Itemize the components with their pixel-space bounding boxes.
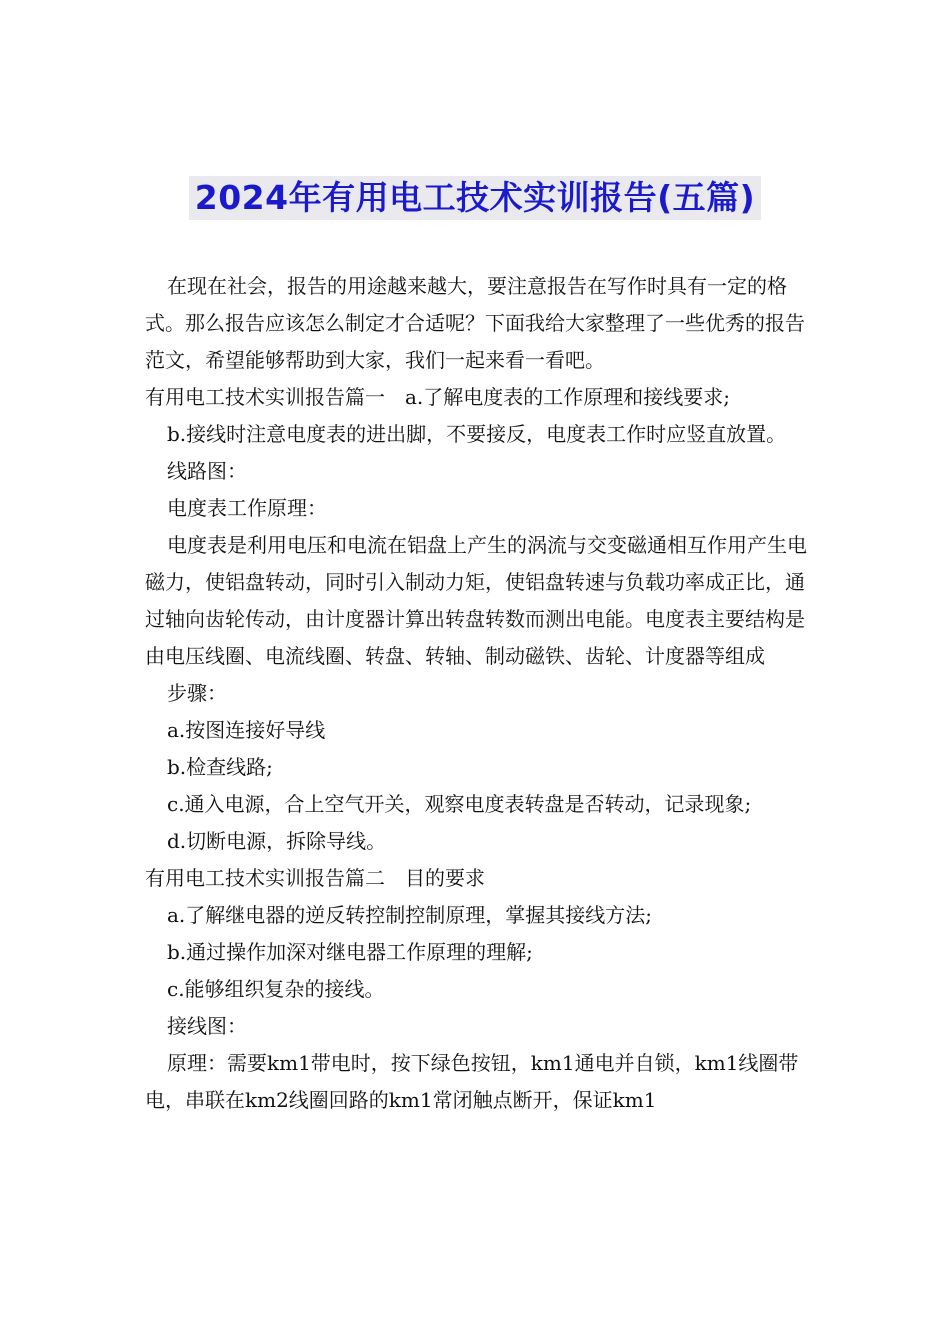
step-a: a.按图连接好导线 bbox=[167, 718, 326, 742]
title-wrapper bbox=[0, 176, 950, 220]
section-one-heading: 有用电工技术实训报告篇一 a.了解电度表的工作原理和接线要求; bbox=[145, 385, 731, 409]
intro-paragraph: 在现在社会，报告的用途越来越大，要注意报告在写作时具有一定的格式。那么报告应该怎么制定才合适呢？下面我给大家整理了一些优秀的报告范文，希望能够帮助到大家，我们一起来看一看吧。 bbox=[145, 274, 805, 372]
step-d: d.切断电源，拆除导线。 bbox=[167, 829, 387, 853]
goal-b: b.通过操作加深对继电器工作原理的理解; bbox=[167, 940, 533, 964]
meter-principle-paragraph: 电度表是利用电压和电流在铝盘上产生的涡流与交变磁通相互作用产生电磁力，使铝盘转动，同时引入制动力矩，使铝盘转速与负载功率成正比，通过轴向齿轮传动，由计度器计算出转盘转数而测出电能。电度表主要结构是由电压线圈、电流线圈、转盘、转轴、制动磁铁、齿轮、计度器等组成 bbox=[145, 533, 807, 668]
step-c: c.通入电源，合上空气开关，观察电度表转盘是否转动，记录现象; bbox=[167, 792, 752, 816]
goal-c: c.能够组织复杂的接线。 bbox=[167, 977, 385, 1001]
meter-principle-label: 电度表工作原理： bbox=[167, 496, 327, 520]
circuit-diagram-label: 线路图： bbox=[167, 459, 247, 483]
principle-paragraph: 原理：需要km1带电时，按下绿色按钮，km1通电并自锁，km1线圈带 电，串联在km2线圈回路的km1常闭触点断开，保证km1 bbox=[145, 1051, 799, 1112]
step-b: b.检查线路; bbox=[167, 755, 273, 779]
goal-a: a.了解继电器的逆反转控制控制原理，掌握其接线方法; bbox=[167, 903, 653, 927]
wiring-note-paragraph: b.接线时注意电度表的进出脚，不要接反，电度表工作时应竖直放置。 bbox=[167, 422, 787, 446]
document-body bbox=[145, 268, 813, 1119]
steps-label: 步骤： bbox=[167, 681, 227, 705]
document-title: 2024年有用电工技术实训报告(五篇) bbox=[189, 176, 762, 220]
section-two-heading: 有用电工技术实训报告篇二 目的要求 bbox=[145, 866, 485, 890]
wiring-diagram-label: 接线图： bbox=[167, 1014, 247, 1038]
